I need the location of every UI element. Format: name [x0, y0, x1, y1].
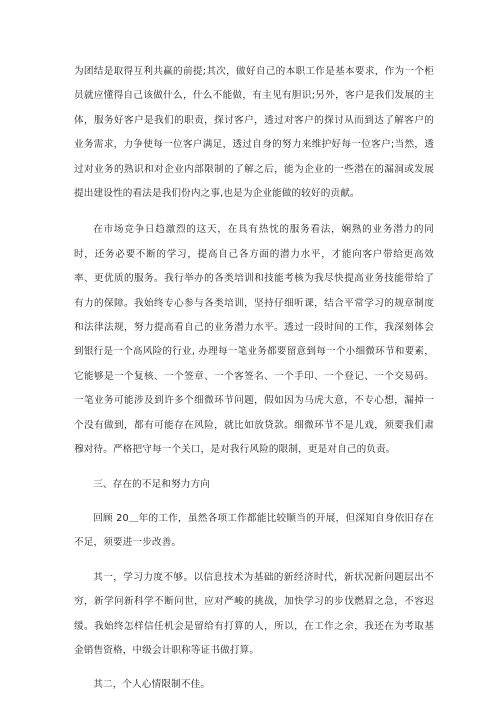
body-paragraph-2: 在市场竞争日趋激烈的这天，在具有热忱的服务看法，娴熟的业务潜力的同时，还务必要不断的学习，提高自己各方面的潜力水平，才能向客户带给更高效率、更优质的服务。我行举办的各类培训和技能考核为我尽快提高业务技能带给了有力的保障。我始终专心参与各类培训，坚持仔细听课，结合平常学习的规章制度和法律法规，努力提高看自己的业务潜力水平。透过一段时间的工作，我深刻体会到银行是一个高风险的行业, 办理每一笔业务都要留意到每一个小细微环节和要素，它能够是一个复核、一个签章、一个客签名、一个手印、一个登记、一个交易码。一笔业务可能涉及到许多个细微环节问题，假如因为马虎大意，不专心想，漏掉一个没有做到，都有可能存在风险，就比如放贷款。细微环节不是儿戏，须要我们肃穆对待。严格把守每一个关口，是对我行风险的限制，更是对自己的负责。 [74, 224, 434, 456]
body-paragraph-1: 为团结是取得互利共赢的前提;其次，做好自己的本职工作是基本要求，作为一个柜员就应懂得自己该做什么，什么不能做，有主见有胆识;另外，客户是我们发展的主体，服务好客户是我们的职责，探讨客户，透过对客户的探讨从而到达了解客户的业务需求，力争使每一位客户满足，透过自身的努力来维护好每一位客户;当然，透过对业务的熟识和对企业内部限制的了解之后，能为企业的一些潜在的漏洞或发展提出建设性的看法是我们份内之事,也是为企业能做的较好的贡献。 [74, 66, 434, 200]
body-paragraph-4: 其一，学习力度不够。以信息技术为基础的新经济时代，新状况新问题层出不穷，新学问新科学不断问世，应对严峻的挑战，加快学习的步伐燃眉之急，不容迟缓。我始终怎样信任机会是留给有打算的人，所以，在工作之余，我还在为考取基金销售资格，中级会计职称等证书做打算。 [74, 571, 434, 656]
body-paragraph-5: 其二，个人心情限制不佳。 [93, 679, 211, 691]
body-paragraph-3: 回顾 20＿年的工作，虽然各项工作都能比较顺当的开展，但深知自身依旧存在不足，须要进一步改善。 [74, 512, 434, 549]
section-heading: 三、存在的不足和努力方向 [93, 478, 211, 490]
